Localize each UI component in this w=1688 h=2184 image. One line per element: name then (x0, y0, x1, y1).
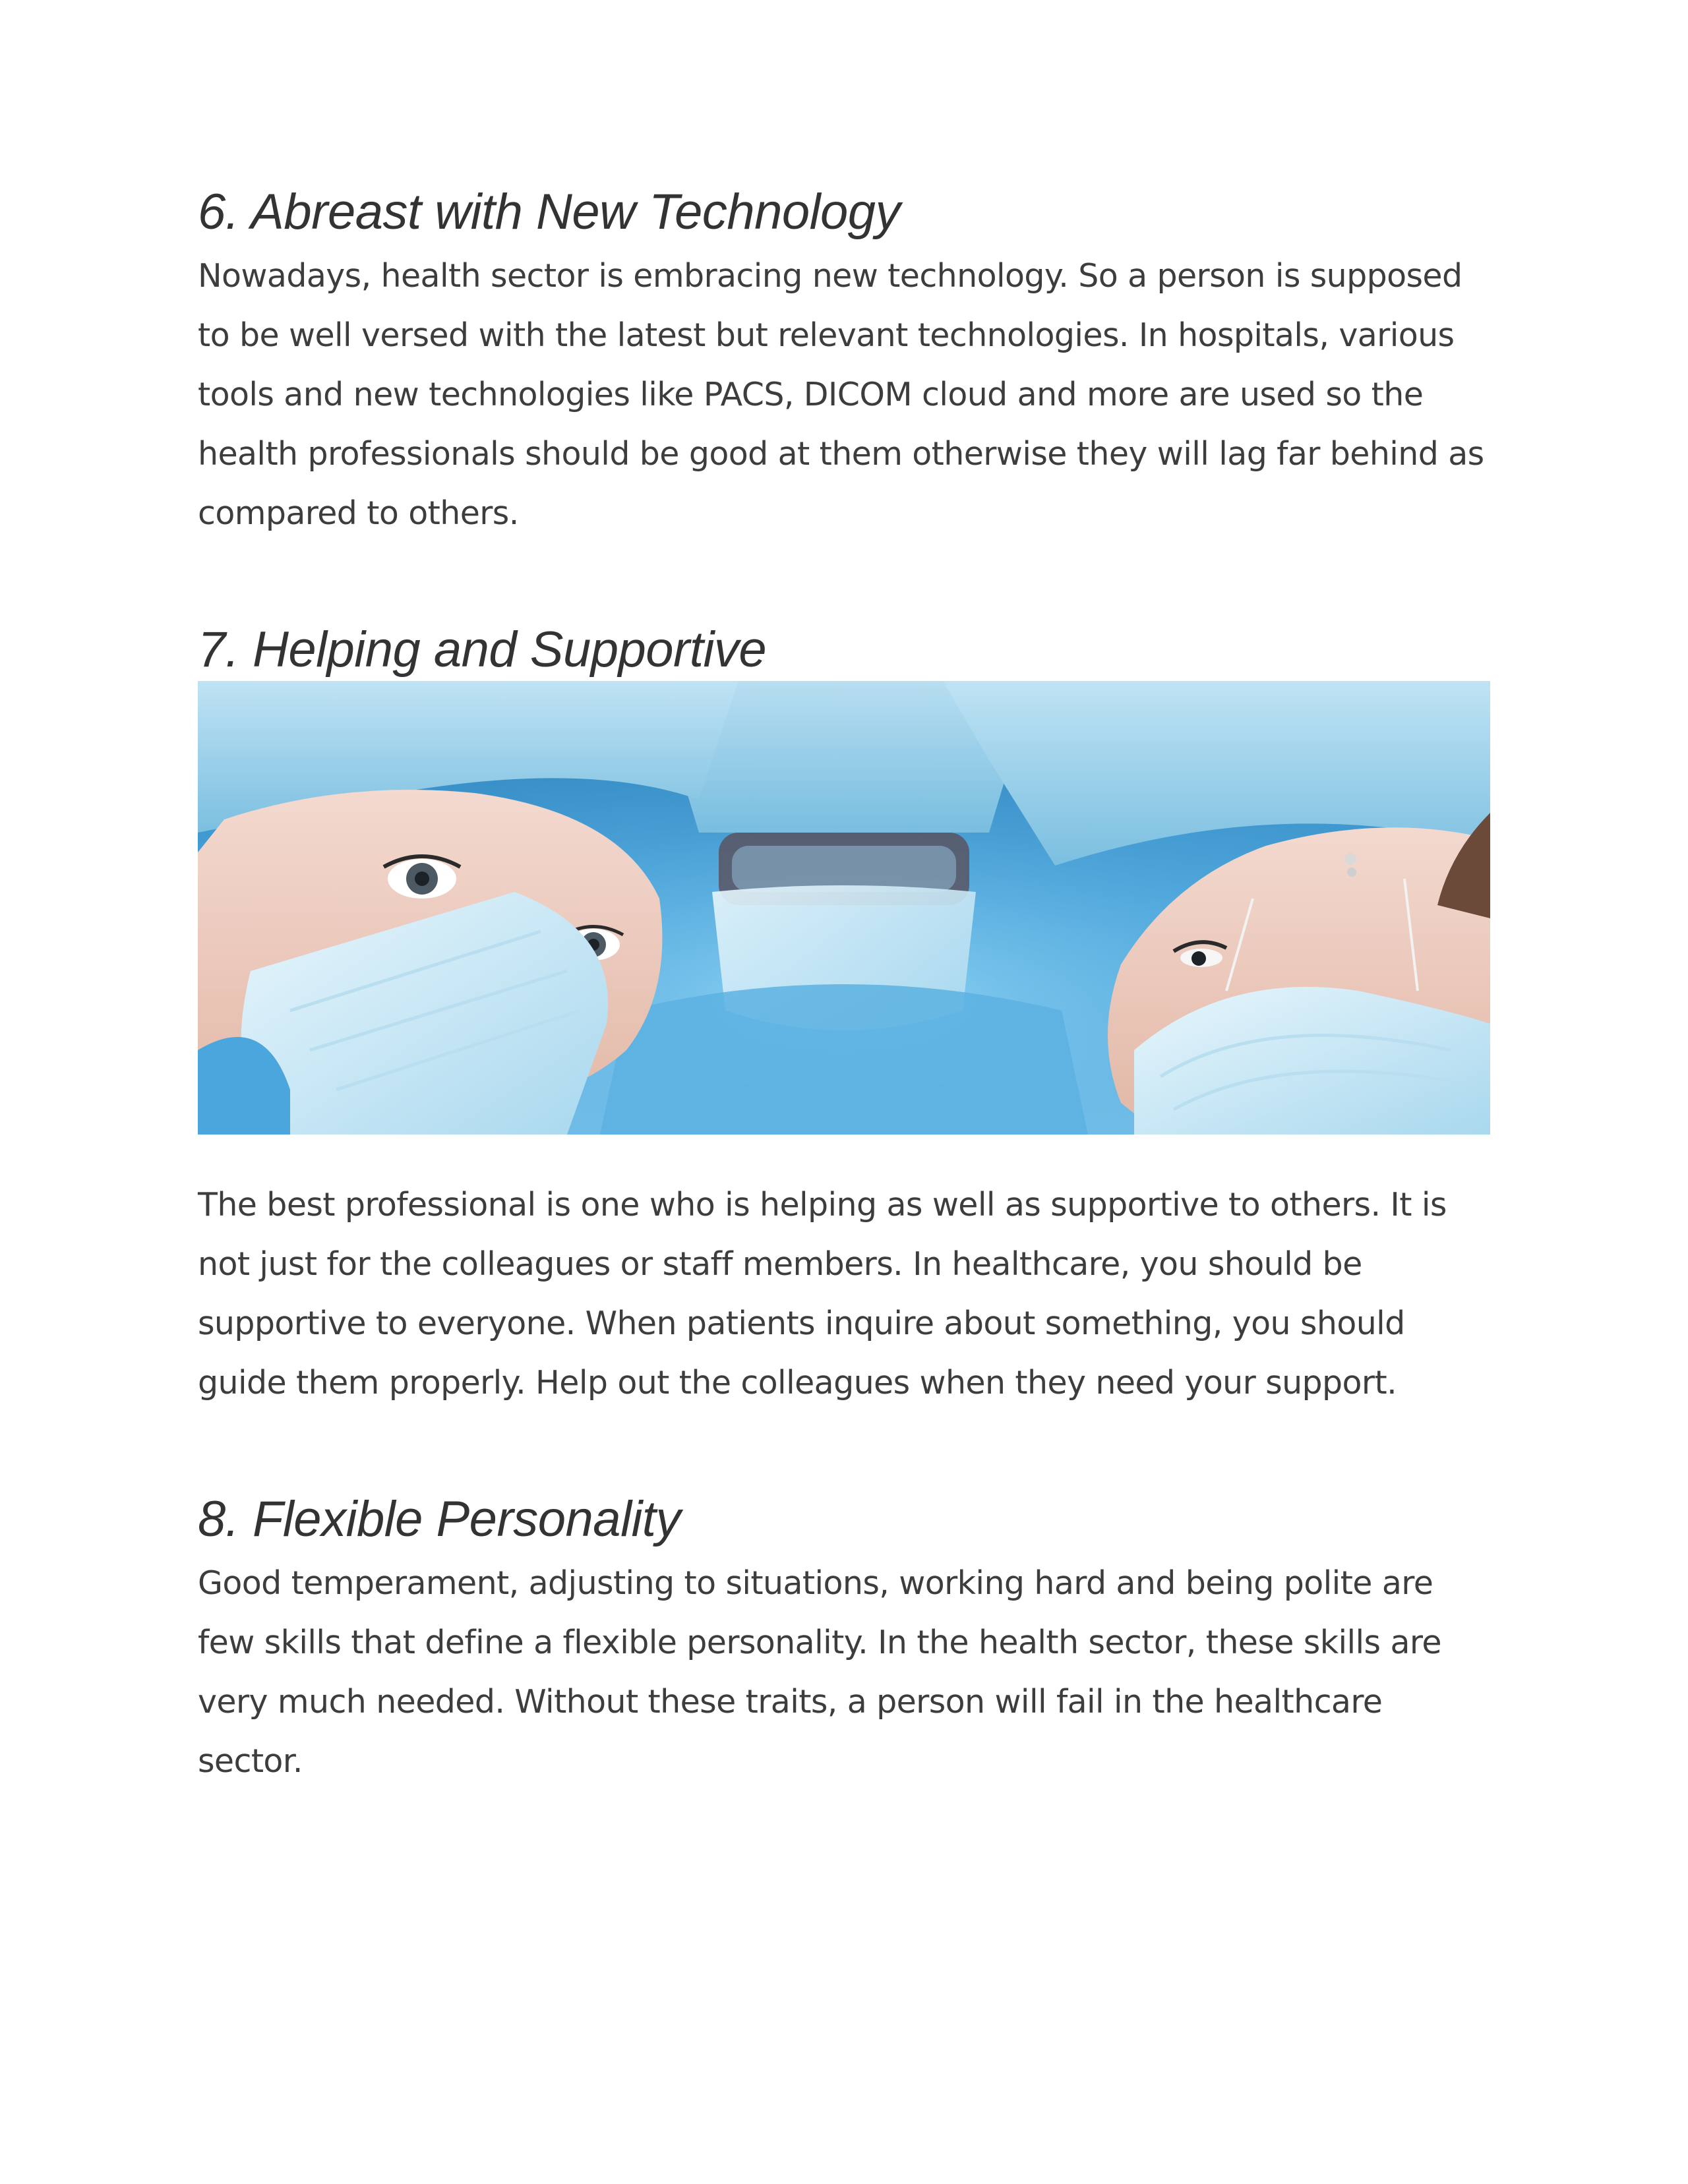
section-heading-flexible-personality: 8. Flexible Personality (198, 1491, 680, 1548)
section-body-abreast-technology: Nowadays, health sector is embracing new technology. So a person is supposed to be well versed with the latest but relevant technologies. In hospitals, various tools and new technologies like PACS, DICOM cloud and more are used so the health professionals should be good at them otherwise they will lag far behind as compared to others. (198, 256, 1484, 532)
section-body-helping-supportive: The best professional is one who is helping as well as supportive to others. It is not just for the colleagues or staff members. In healthcare, you should be supportive to everyone. When patients inquire about something, you should guide them properly. Help out the colleagues when they need your support. (198, 1186, 1447, 1402)
section-heading-abreast-technology: 6. Abreast with New Technology (198, 184, 901, 240)
surgeons-photo (198, 681, 1490, 1135)
document-page (198, 185, 1490, 1791)
section-body-flexible-personality: Good temperament, adjusting to situations, working hard and being polite are few skills that define a flexible personality. In the health sector, these skills are very much needed. Without these traits, a person will fail in the healthcare sector. (198, 1564, 1441, 1780)
section-heading-helping-supportive: 7. Helping and Supportive (198, 621, 767, 678)
